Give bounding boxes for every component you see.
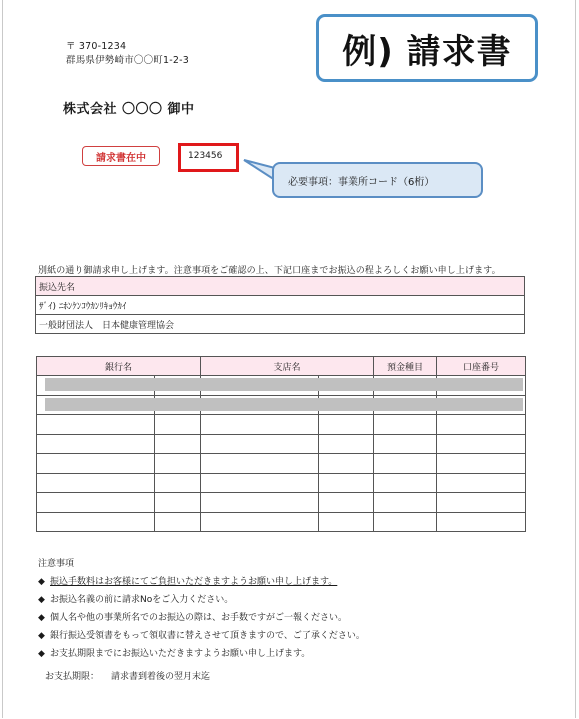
redacted-bank-row <box>45 398 523 411</box>
required-field-callout: 必要事項：事業所コード（6桁） <box>272 162 483 198</box>
account-number-header: 口座番号 <box>437 357 526 376</box>
bank-name-header: 銀行名 <box>37 357 201 376</box>
note-text: 個人名や他の事業所名でのお振込の際は、お手数ですがご一報ください。 <box>50 613 348 623</box>
postal-code: 〒 370-1234 <box>66 41 127 52</box>
payee-name: 一般財団法人 日本健康管理協会 <box>36 315 525 334</box>
diamond-bullet-icon: ◆ <box>38 613 45 623</box>
payee-header: 振込先名 <box>36 277 525 296</box>
deadline-label: お支払期限： <box>45 672 100 682</box>
table-row <box>37 512 526 532</box>
document-title: 例) 請求書 <box>316 14 538 82</box>
note-text: お支払期限までにお振込いただきますようお願い申し上げます。 <box>50 649 311 659</box>
account-type-header: 預金種目 <box>374 357 437 376</box>
payee-kana: ｻﾞｲ) ﾆﾎﾝｹﾝｺｳｶﾝﾘｷｮｳｶｲ <box>36 296 525 315</box>
diamond-bullet-icon: ◆ <box>38 595 45 605</box>
list-item <box>38 609 365 627</box>
payment-deadline <box>45 669 210 682</box>
recipient-company: 株式会社 〇〇〇 御中 <box>63 102 195 117</box>
redacted-bank-row <box>45 378 523 391</box>
table-row <box>37 473 526 493</box>
branch-name-header: 支店名 <box>201 357 374 376</box>
note-text: 振込手数料はお客様にてご負担いただきますようお願い申し上げます。 <box>50 577 338 587</box>
table-row <box>37 415 526 435</box>
bank-header-row <box>37 357 526 376</box>
invoice-enclosed-stamp: 請求書在中 <box>82 146 160 166</box>
deadline-value: 請求書到着後の翌月末迄 <box>111 672 211 682</box>
diamond-bullet-icon: ◆ <box>38 649 45 659</box>
intro-text: 別紙の通り御請求申し上げます。注意事項をご確認の上、下記口座までお振込の程よろしくお願い申し上げます。 <box>38 266 501 276</box>
diamond-bullet-icon: ◆ <box>38 631 45 641</box>
payee-table <box>35 276 525 334</box>
list-item <box>38 573 365 591</box>
recipient-address-block <box>66 40 189 68</box>
list-item <box>38 591 365 609</box>
table-row <box>37 434 526 454</box>
note-text: お振込名義の前に請求Noをご入力ください。 <box>50 595 234 605</box>
table-row <box>37 493 526 513</box>
table-row <box>37 454 526 474</box>
office-code-box: 123456 <box>178 143 239 172</box>
recipient-address: 群馬県伊勢崎市〇〇町1-2-3 <box>66 55 189 66</box>
list-item <box>38 627 365 645</box>
diamond-bullet-icon: ◆ <box>38 577 45 587</box>
notes-section <box>38 555 365 663</box>
list-item <box>38 645 365 663</box>
notes-title: 注意事項 <box>38 559 75 569</box>
note-text: 銀行振込受領書をもって領収書に替えさせて頂きますので、ご了承ください。 <box>50 631 365 641</box>
